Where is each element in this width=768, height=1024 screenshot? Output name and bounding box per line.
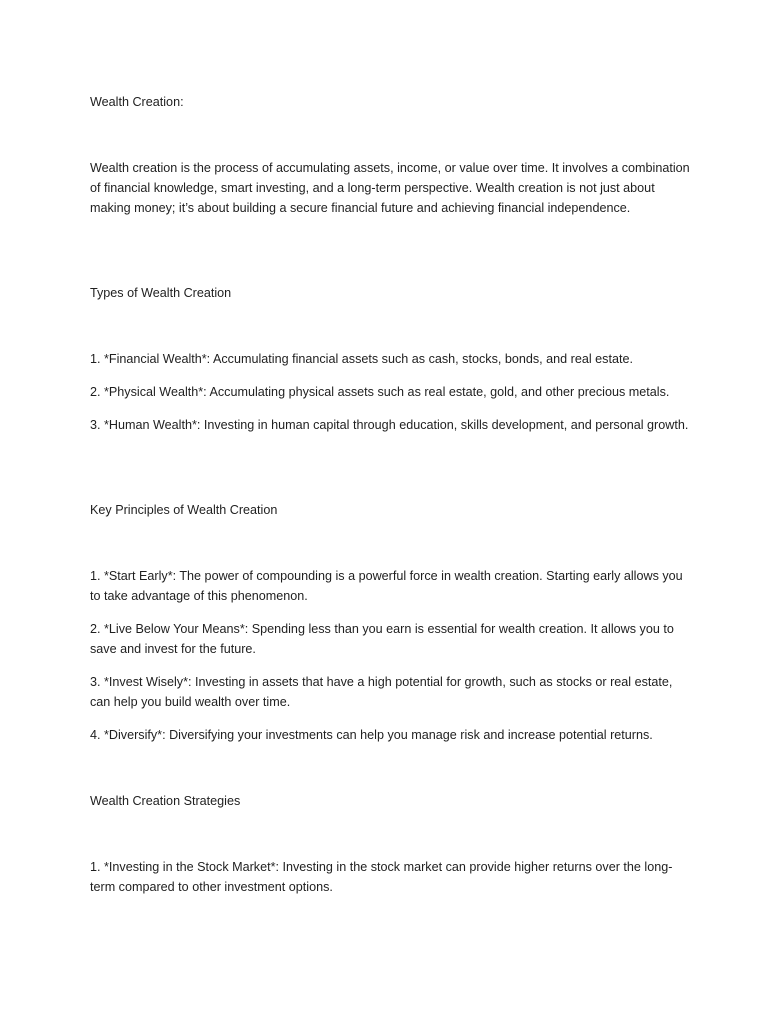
section-heading-types: Types of Wealth Creation [90,286,232,300]
list-item: 1. *Financial Wealth*: Accumulating financial assets such as cash, stocks, bonds, and real estate. [90,352,633,366]
page-heading: Wealth Creation: [90,95,184,109]
list-item: 2. *Live Below Your Means*: Spending less than you earn is essential for wealth creation. It allows you to save and invest for the future. [90,622,674,656]
list-item: 1. *Start Early*: The power of compounding is a powerful force in wealth creation. Starting early allows you to take advantage of this phenomenon. [90,569,683,603]
list-item: 4. *Diversify*: Diversifying your investments can help you manage risk and increase potential returns. [90,728,653,742]
list-item: 2. *Physical Wealth*: Accumulating physical assets such as real estate, gold, and other precious metals. [90,385,670,399]
intro-paragraph: Wealth creation is the process of accumulating assets, income, or value over time. It involves a combination of financial knowledge, smart investing, and a long-term perspective. Wealth creation is not just about making money; it’s about building a secure financial future and achieving financial independence. [90,161,690,215]
list-item: 3. *Invest Wisely*: Investing in assets that have a high potential for growth, such as stocks or real estate, can help you build wealth over time. [90,675,673,709]
section-heading-strategies: Wealth Creation Strategies [90,794,241,808]
list-item: 1. *Investing in the Stock Market*: Investing in the stock market can provide higher returns over the long-term compared to other investment options. [90,860,673,894]
section-heading-principles: Key Principles of Wealth Creation [90,503,278,517]
list-item: 3. *Human Wealth*: Investing in human capital through education, skills development, and personal growth. [90,418,689,432]
